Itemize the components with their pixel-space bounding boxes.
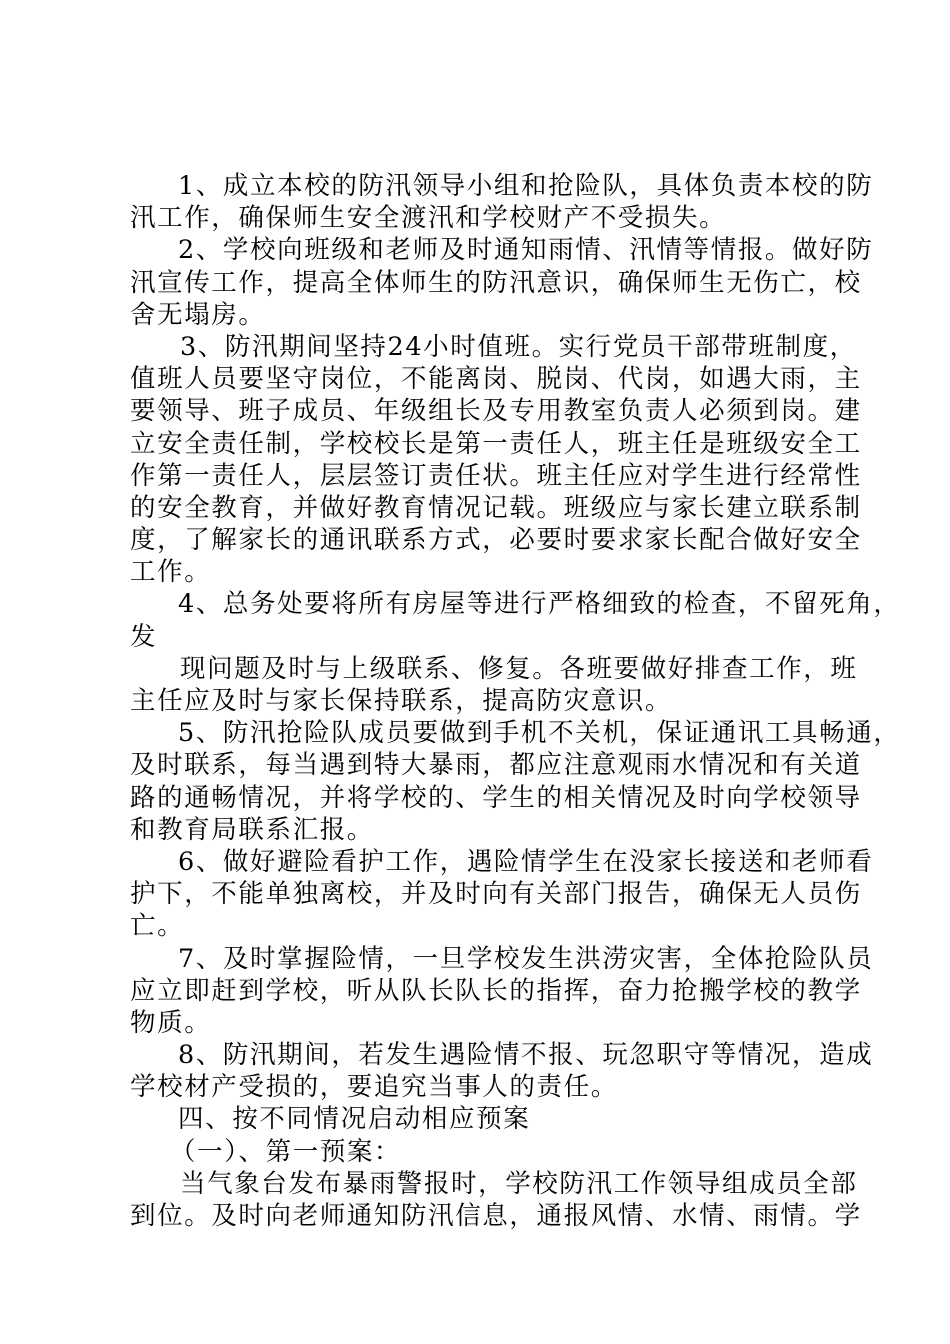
text-line: 舍无塌房。 xyxy=(130,299,266,330)
text-line: 5、防汛抢险队成员要做到手机不关机，保证通讯工具畅通， xyxy=(178,718,901,749)
text-line: 汛工作，确保师生安全渡汛和学校财产不受损失。 xyxy=(130,203,727,234)
text-line: 物质。 xyxy=(130,1007,212,1038)
text-line: 现问题及时与上级联系、修复。各班要做好排查工作，班 xyxy=(180,653,858,684)
text-line: 工作。 xyxy=(130,557,212,588)
text-line: 护下，不能单独离校，并及时向有关部门报告，确保无人员伤 xyxy=(130,879,862,910)
text-line: 发 xyxy=(130,621,158,652)
text-line: 2、学校向班级和老师及时通知雨情、汛情等情报。做好防 xyxy=(178,235,874,266)
text-line: 及时联系，每当遇到特大暴雨，都应注意观雨水情况和有关道 xyxy=(130,750,862,781)
text-line: 4、总务处要将所有房屋等进行严格细致的检查，不留死角， xyxy=(178,589,901,620)
text-line: 3、防汛期间坚持24小时值班。实行党员干部带班制度， xyxy=(180,331,857,362)
text-line: 度，了解家长的通讯联系方式，必要时要求家长配合做好安全 xyxy=(130,525,862,556)
text-line: 路的通畅情况，并将学校的、学生的相关情况及时向学校领导 xyxy=(130,782,862,813)
text-line: 作第一责任人，层层签订责任状。班主任应对学生进行经常性 xyxy=(130,460,862,491)
text-line: 到位。及时向老师通知防汛信息，通报风情、水情、雨情。学 xyxy=(130,1201,862,1231)
text-line: 8、防汛期间，若发生遇险情不报、玩忽职守等情况，造成 xyxy=(178,1040,874,1071)
text-line: 当气象台发布暴雨警报时，学校防汛工作领导组成员全部 xyxy=(180,1168,858,1199)
text-line: 和教育局联系汇报。 xyxy=(130,814,374,845)
text-line: 6、做好避险看护工作，遇险情学生在没家长接送和老师看 xyxy=(178,846,874,877)
text-line: 要领导、班子成员、年级组长及专用教室负责人必须到岗。建 xyxy=(130,396,862,427)
document-body xyxy=(130,170,901,1232)
text-line: 7、及时掌握险情，一旦学校发生洪涝灾害，全体抢险队员 xyxy=(178,943,874,974)
text-line: 汛宣传工作，提高全体师生的防汛意识，确保师生无伤亡，校 xyxy=(130,267,862,298)
text-line: 学校材产受损的，要追究当事人的责任。 xyxy=(130,1072,618,1103)
subsection-heading: （一）、第一预案： xyxy=(170,1136,402,1167)
text-line: 主任应及时与家长保持联系，提高防灾意识。 xyxy=(130,686,673,716)
text-line: 值班人员要坚守岗位，不能离岗、脱岗、代岗，如遇大雨，主 xyxy=(130,364,862,395)
section-heading: 四、按不同情况启动相应预案 xyxy=(178,1104,531,1135)
text-line: 的安全教育，并做好教育情况记载。班级应与家长建立联系制 xyxy=(130,492,862,523)
text-line: 1、成立本校的防汛领导小组和抢险队，具体负责本校的防 xyxy=(178,171,874,201)
text-line: 应立即赶到学校，听从队长队长的指挥，奋力抢搬学校的教学 xyxy=(130,975,862,1006)
text-line: 立安全责任制，学校校长是第一责任人，班主任是班级安全工 xyxy=(130,428,862,459)
text-line: 亡。 xyxy=(130,911,185,942)
